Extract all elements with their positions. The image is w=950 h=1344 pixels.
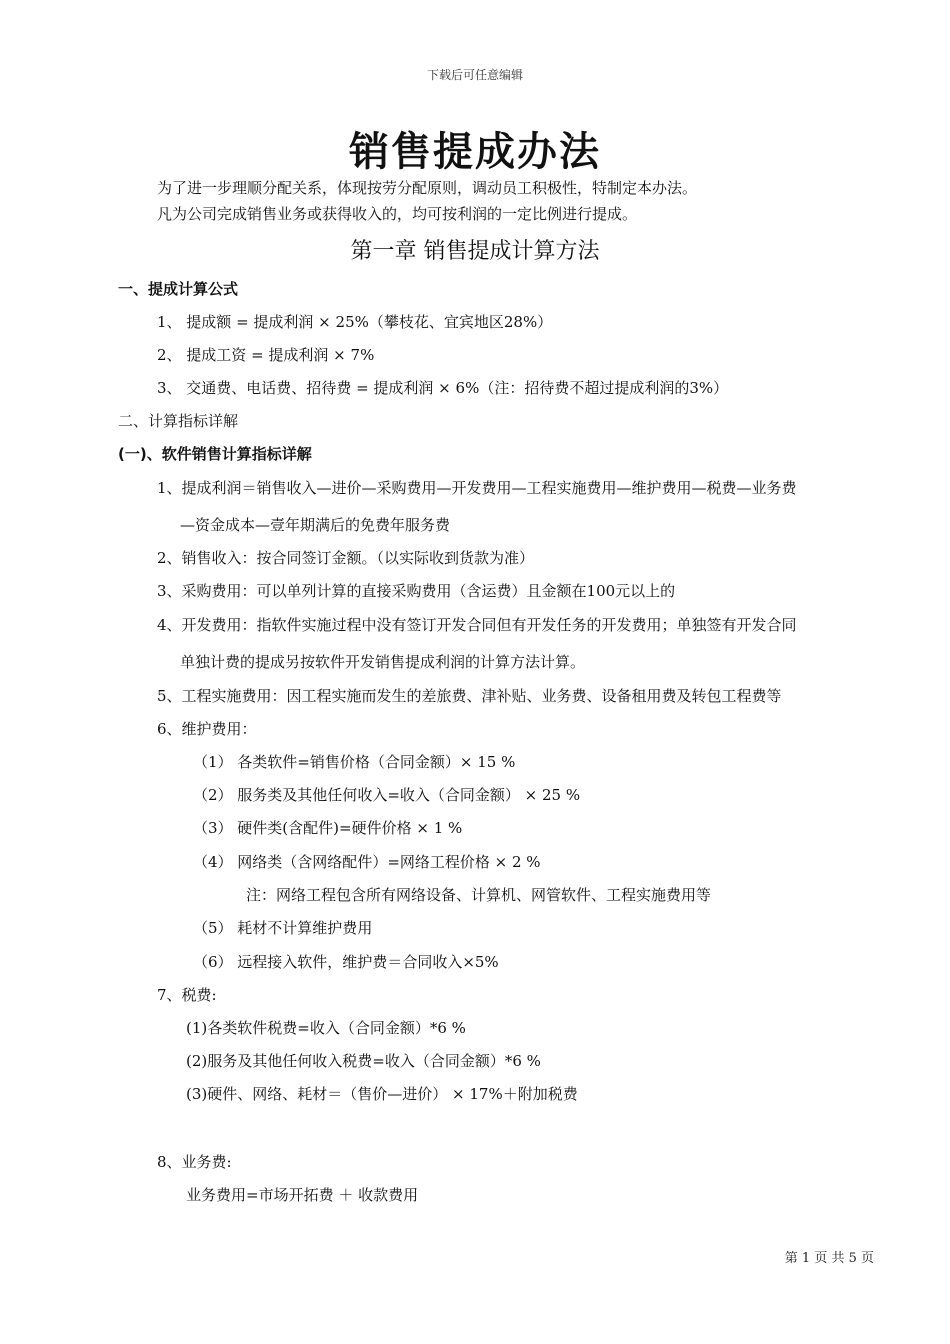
business-fee-formula: 业务费用=市场开拓费 ＋ 收款费用 <box>186 1186 419 1204</box>
chapter-heading: 第一章 销售提成计算方法 <box>350 239 600 264</box>
indicator-item-6: 6、维护费用： <box>157 720 257 738</box>
indicator-item-7: 7、税费: <box>157 986 217 1004</box>
document-title: 销售提成办法 <box>349 129 601 175</box>
maintenance-note: 注：网络工程包含所有网络设备、计算机、网管软件、工程实施费用等 <box>246 886 712 904</box>
maintenance-sub-5: （5） 耗材不计算维护费用 <box>193 919 373 937</box>
formula-item-2: 2、 提成工资 = 提成利润 × 7% <box>157 346 375 364</box>
formula-item-1: 1、 提成额 = 提成利润 × 25%（攀枝花、宜宾地区28%） <box>157 313 553 331</box>
indicator-item-2: 2、销售收入：按合同签订金额。（以实际收到货款为准） <box>157 549 535 567</box>
section-heading-indicators: 二、计算指标详解 <box>118 412 239 430</box>
maintenance-sub-4: （4） 网络类（含网络配件）=网络工程价格 × 2 % <box>193 853 541 871</box>
section-heading-formulas: 一、提成计算公式 <box>118 280 239 298</box>
page-header: 下载后可任意编辑 <box>426 68 523 82</box>
indicator-item-8: 8、业务费: <box>157 1153 232 1171</box>
maintenance-sub-1: （1） 各类软件=销售价格（合同金额）× 15 % <box>193 753 516 771</box>
tax-sub-1: (1)各类软件税费=收入（合同金额）*6 % <box>186 1019 466 1037</box>
indicator-item-3: 3、采购费用：可以单列计算的直接采购费用（含运费）且金额在100元以上的 <box>157 582 676 600</box>
indicator-item-1-line-2: —资金成本—壹年期满后的免费年服务费 <box>180 516 451 534</box>
subsection-heading-software: (一)、软件销售计算指标详解 <box>118 445 312 463</box>
tax-sub-2: (2)服务及其他任何收入税费=收入（合同金额）*6 % <box>186 1052 541 1070</box>
maintenance-sub-3: （3） 硬件类(含配件)=硬件价格 × 1 % <box>193 819 463 837</box>
intro-line-1: 为了进一步理顺分配关系，体现按劳分配原则，调动员工积极性，特制定本办法。 <box>157 179 698 197</box>
indicator-item-5: 5、工程实施费用：因工程实施而发生的差旅费、津补贴、业务费、设备租用费及转包工程费等 <box>157 687 782 705</box>
intro-line-2: 凡为公司完成销售业务或获得收入的，均可按利润的一定比例进行提成。 <box>157 205 638 223</box>
indicator-item-4-line-2: 单独计费的提成另按软件开发销售提成利润的计算方法计算。 <box>180 653 586 671</box>
indicator-item-1-line-1: 1、提成利润＝销售收入—进价—采购费用—开发费用—工程实施费用—维护费用—税费—业务费 <box>157 479 797 497</box>
page-footer: 第 1 页 共 5 页 <box>784 1251 874 1266</box>
indicator-item-4-line-1: 4、开发费用：指软件实施过程中没有签订开发合同但有开发任务的开发费用；单独签有开发合同 <box>157 616 797 634</box>
formula-item-3: 3、 交通费、电话费、招待费 = 提成利润 × 6%（注：招待费不超过提成利润的3%） <box>157 379 729 397</box>
tax-sub-3: (3)硬件、网络、耗材＝（售价—进价） × 17%＋附加税费 <box>186 1085 578 1103</box>
maintenance-sub-6: （6） 远程接入软件，维护费＝合同收入×5% <box>193 953 499 971</box>
maintenance-sub-2: （2） 服务类及其他任何收入=收入（合同金额） × 25 % <box>193 786 581 804</box>
